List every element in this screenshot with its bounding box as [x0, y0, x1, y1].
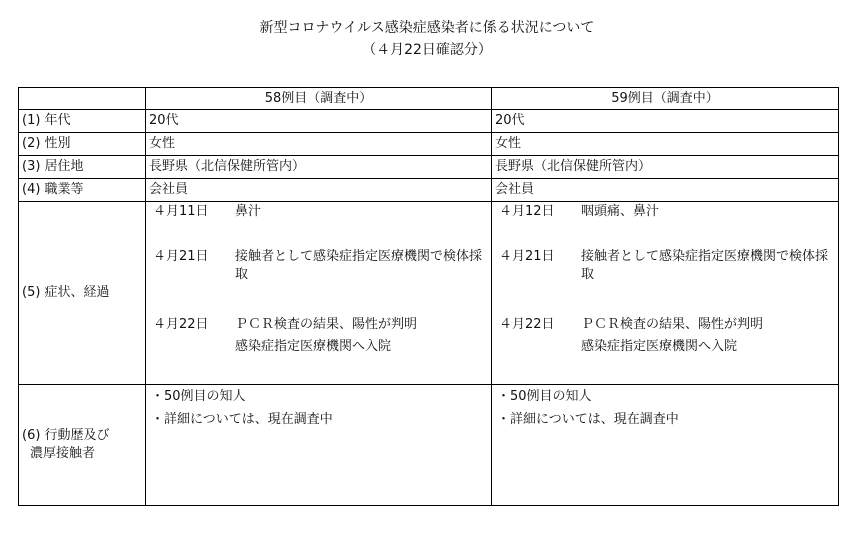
event-text: 鼻汁	[235, 204, 262, 219]
event-date: ４月21日	[499, 249, 555, 264]
row-label-residence: (3) 居住地	[19, 156, 146, 179]
list-item: ・50例目の知人	[497, 389, 592, 404]
list-item: ・50例目の知人	[151, 389, 246, 404]
event-text: 接触者として感染症指定医療機関で検体採取	[235, 249, 483, 282]
table-row-residence	[19, 156, 839, 179]
event-date: ４月12日	[499, 204, 555, 219]
event-date: ４月21日	[153, 249, 209, 264]
header-case-59: 59例目（調査中）	[492, 88, 839, 110]
cell-contacts-58	[146, 385, 492, 506]
row-label-age: (1) 年代	[19, 110, 146, 133]
row-label-contacts	[19, 385, 146, 506]
cell-residence-59: 長野県（北信保健所管内）	[492, 156, 839, 179]
list-item: ・詳細については、現在調査中	[151, 412, 333, 427]
page-subtitle: （４月22日確認分）	[362, 42, 492, 58]
event-date: ４月22日	[499, 317, 555, 332]
event-text: 咽頭痛、鼻汁	[581, 204, 660, 219]
row-label-contacts-line2: 濃厚接触者	[30, 446, 96, 461]
timeline-event	[153, 248, 488, 284]
cell-age-58: 20代	[146, 110, 492, 133]
timeline-event	[153, 203, 488, 221]
event-text: ＰＣＲ検査の結果、陽性が判明	[581, 317, 764, 332]
event-text-2: 感染症指定医療機関へ入院	[235, 339, 392, 354]
case-table	[18, 87, 839, 506]
table-row-age	[19, 110, 839, 133]
header-case-58: 58例目（調査中）	[146, 88, 492, 110]
timeline-event	[499, 248, 835, 284]
list-item: ・詳細については、現在調査中	[497, 412, 679, 427]
row-label-job: (4) 職業等	[19, 179, 146, 202]
table-row-symptoms	[19, 202, 839, 385]
cell-sex-58: 女性	[146, 133, 492, 156]
page-title: 新型コロナウイルス感染症感染者に係る状況について	[259, 20, 595, 36]
cell-contacts-59	[492, 385, 839, 506]
table-row-contacts	[19, 385, 839, 506]
row-label-contacts-line1: (6) 行動歴及び	[22, 428, 110, 443]
cell-job-58: 会社員	[146, 179, 492, 202]
event-text-2: 感染症指定医療機関へ入院	[581, 339, 738, 354]
row-label-sex: (2) 性別	[19, 133, 146, 156]
timeline-event	[499, 203, 835, 221]
cell-symptoms-58	[146, 202, 492, 385]
header-empty-cell	[19, 88, 146, 110]
cell-age-59: 20代	[492, 110, 839, 133]
event-text-block	[235, 314, 488, 358]
event-text-block	[581, 314, 835, 358]
row-label-symptoms: (5) 症状、経過	[19, 202, 146, 385]
event-date: ４月11日	[153, 204, 209, 219]
timeline-event	[499, 314, 835, 358]
event-date: ４月22日	[153, 317, 209, 332]
cell-residence-58: 長野県（北信保健所管内）	[146, 156, 492, 179]
event-text: ＰＣＲ検査の結果、陽性が判明	[235, 317, 418, 332]
table-row-job	[19, 179, 839, 202]
cell-sex-59: 女性	[492, 133, 839, 156]
timeline-event	[153, 314, 488, 358]
cell-job-59: 会社員	[492, 179, 839, 202]
event-text: 接触者として感染症指定医療機関で検体採取	[581, 249, 829, 282]
table-row-sex	[19, 133, 839, 156]
table-header-row	[19, 88, 839, 110]
cell-symptoms-59	[492, 202, 839, 385]
